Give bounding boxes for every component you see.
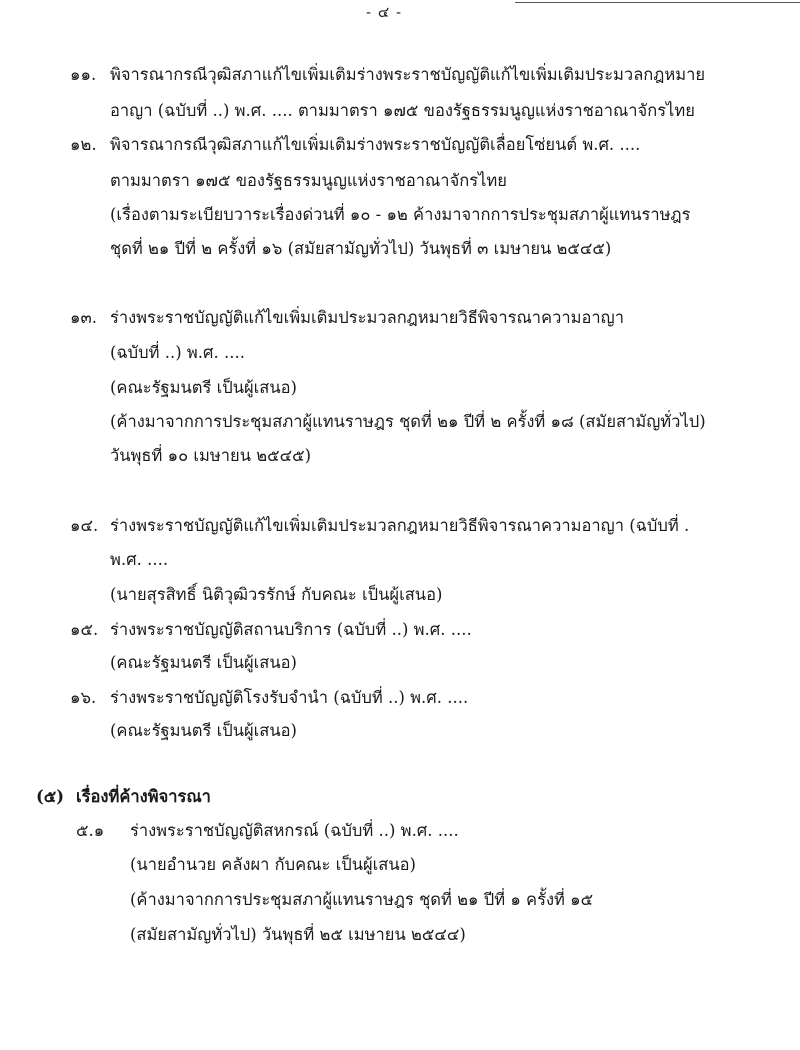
item-11-line-2: อาญา (ฉบับที่ ..) พ.ศ. .... ตามมาตรา ๑๗๕ ของรัฐธรรมนูญแห่งราชอาณาจักรไทย [110, 101, 695, 120]
item-13-line-1: ร่างพระราชบัญญัติแก้ไขเพิ่มเติมประมวลกฎหมายวิธีพิจารณาความอาญา [110, 308, 624, 327]
item-15-number: ๑๕. [70, 620, 99, 639]
item-14-line-1: ร่างพระราชบัญญัติแก้ไขเพิ่มเติมประมวลกฎหมายวิธีพิจารณาความอาญา (ฉบับที่ . [110, 516, 690, 535]
item-16-line-1: ร่างพระราชบัญญัติโรงรับจำนำ (ฉบับที่ ..) พ.ศ. .... [110, 688, 469, 707]
item-15-line-2: (คณะรัฐมนตรี เป็นผู้เสนอ) [110, 653, 297, 672]
item-12-line-3: (เรื่องตามระเบียบวาระเรื่องด่วนที่ ๑๐ - ๑๒ ค้างมาจากการประชุมสภาผู้แทนราษฎร [110, 205, 691, 224]
top-rule [515, 2, 800, 3]
item-14-line-3: (นายสุรสิทธิ์ นิติวุฒิวรรักษ์ กับคณะ เป็นผู้เสนอ) [110, 585, 443, 604]
item-15-line-1: ร่างพระราชบัญญัติสถานบริการ (ฉบับที่ ..) พ.ศ. .... [110, 620, 472, 639]
page-number: - ๔ - [366, 3, 403, 21]
item-12-line-1: พิจารณากรณีวุฒิสภาแก้ไขเพิ่มเติมร่างพระราชบัญญัติเลื่อยโซ่ยนต์ พ.ศ. .... [110, 135, 641, 154]
item-16-line-2: (คณะรัฐมนตรี เป็นผู้เสนอ) [110, 721, 297, 740]
section-5-title: เรื่องที่ค้างพิจารณา [76, 787, 211, 806]
subitem-5-1-number: ๕.๑ [76, 821, 105, 840]
item-16-number: ๑๖. [70, 688, 97, 707]
item-14-number: ๑๔. [70, 516, 99, 535]
item-14-line-2: พ.ศ. .... [110, 550, 169, 569]
item-13-line-5: วันพุธที่ ๑๐ เมษายน ๒๕๔๕) [110, 446, 312, 465]
section-5-number: (๕) [36, 787, 65, 806]
subitem-5-1-line-4: (สมัยสามัญทั่วไป) วันพุธที่ ๒๕ เมษายน ๒๕๔๔) [130, 925, 466, 944]
item-13-line-4: (ค้างมาจากการประชุมสภาผู้แทนราษฎร ชุดที่ ๒๑ ปีที่ ๒ ครั้งที่ ๑๘ (สมัยสามัญทั่วไป) [110, 412, 706, 431]
item-12-line-2: ตามมาตรา ๑๗๕ ของรัฐธรรมนูญแห่งราชอาณาจักรไทย [110, 171, 507, 190]
subitem-5-1-line-3: (ค้างมาจากการประชุมสภาผู้แทนราษฎร ชุดที่ ๒๑ ปีที่ ๑ ครั้งที่ ๑๕ [130, 890, 594, 909]
subitem-5-1-line-2: (นายอำนวย คลังผา กับคณะ เป็นผู้เสนอ) [130, 855, 416, 874]
item-12-number: ๑๒. [70, 135, 97, 154]
item-11-number: ๑๑. [70, 65, 97, 84]
item-13-line-3: (คณะรัฐมนตรี เป็นผู้เสนอ) [110, 378, 297, 397]
item-11-line-1: พิจารณากรณีวุฒิสภาแก้ไขเพิ่มเติมร่างพระราชบัญญัติแก้ไขเพิ่มเติมประมวลกฎหมาย [110, 65, 706, 84]
item-13-number: ๑๓. [70, 308, 97, 327]
item-13-line-2: (ฉบับที่ ..) พ.ศ. .... [110, 343, 245, 362]
item-12-line-4: ชุดที่ ๒๑ ปีที่ ๒ ครั้งที่ ๑๖ (สมัยสามัญทั่วไป) วันพุธที่ ๓ เมษายน ๒๕๔๕) [110, 239, 612, 258]
subitem-5-1-line-1: ร่างพระราชบัญญัติสหกรณ์ (ฉบับที่ ..) พ.ศ. .... [130, 821, 459, 840]
